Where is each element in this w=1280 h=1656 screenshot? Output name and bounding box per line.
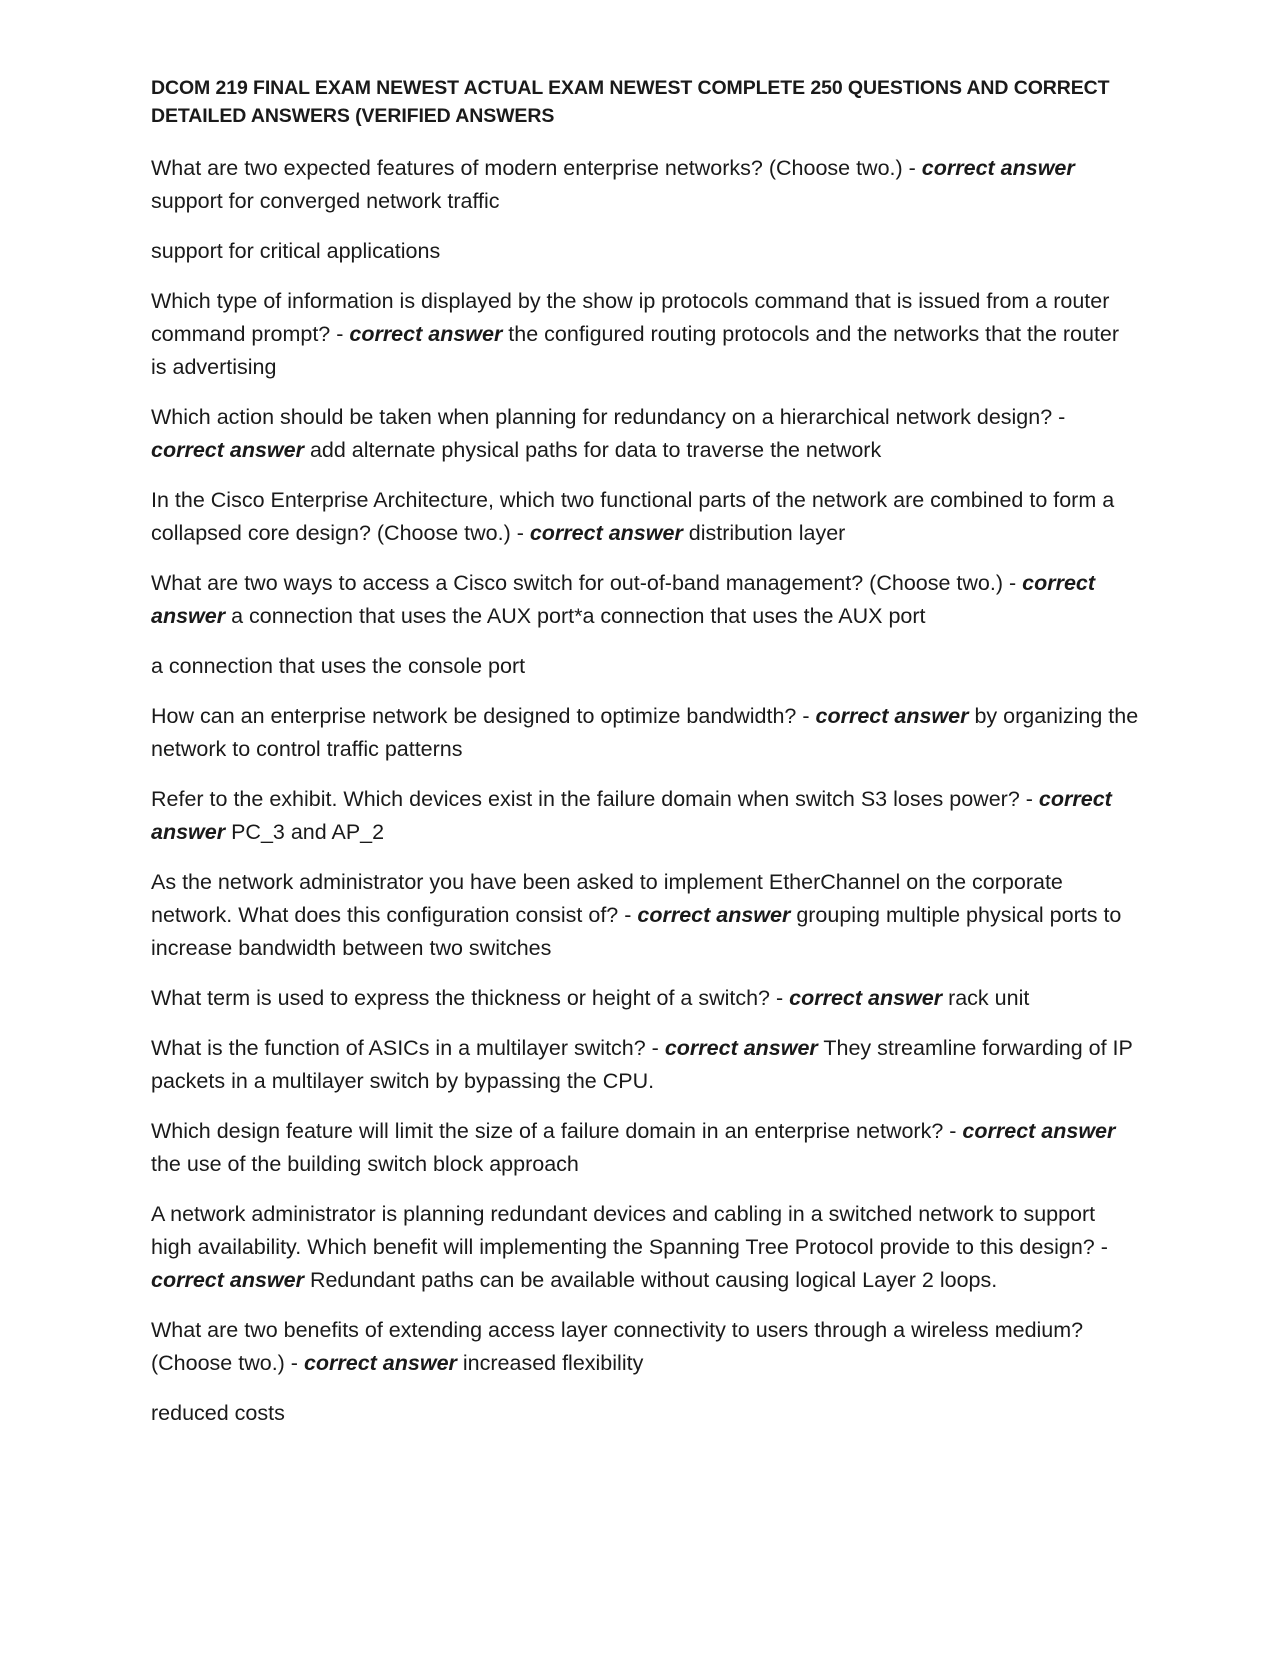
qa-item	[151, 700, 1140, 766]
answer-text: They streamline forwarding of IP packets in a multilayer switch by bypassing the CPU.	[151, 1036, 1133, 1093]
answer-text: rack unit	[942, 986, 1030, 1010]
qa-item	[151, 401, 1140, 467]
continuation-text: reduced costs	[151, 1401, 285, 1425]
answer-text: PC_3 and AP_2	[225, 820, 385, 844]
question-text: What is the function of ASICs in a multilayer switch? -	[151, 1036, 665, 1060]
qa-item	[151, 1198, 1140, 1297]
answer-text: support for converged network traffic	[151, 189, 500, 213]
correct-answer-label: correct answer	[151, 571, 1096, 628]
continuation-text: a connection that uses the console port	[151, 654, 526, 678]
qa-item	[151, 1314, 1140, 1380]
qa-item	[151, 1115, 1140, 1181]
question-text: What are two ways to access a Cisco switch for out-of-band management? (Choose two.) -	[151, 571, 1023, 595]
question-text: As the network administrator you have been asked to implement EtherChannel on the corporate network. What does this configuration consist of? -	[151, 870, 1063, 927]
answer-continuation	[151, 650, 1140, 683]
qa-item	[151, 866, 1140, 965]
question-text: Which design feature will limit the size of a failure domain in an enterprise network? -	[151, 1119, 963, 1143]
question-text: How can an enterprise network be designed to optimize bandwidth? -	[151, 704, 816, 728]
answer-text: grouping multiple physical ports to increase bandwidth between two switches	[151, 903, 1122, 960]
answer-continuation	[151, 235, 1140, 268]
continuation-text: support for critical applications	[151, 239, 441, 263]
answer-text: by organizing the network to control traffic patterns	[151, 704, 1139, 761]
question-text: What term is used to express the thickness or height of a switch? -	[151, 986, 790, 1010]
answer-continuation	[151, 1397, 1140, 1430]
correct-answer-label: correct answer	[151, 787, 1112, 844]
correct-answer-label: correct answer	[962, 1119, 1116, 1143]
correct-answer-label: correct answer	[529, 521, 683, 545]
question-text: What are two expected features of modern enterprise networks? (Choose two.) -	[151, 156, 922, 180]
qa-item	[151, 152, 1140, 218]
question-text: In the Cisco Enterprise Architecture, which two functional parts of the network are combined to form a collapsed core design? (Choose two.) -	[151, 488, 1115, 545]
correct-answer-label: correct answer	[151, 1268, 304, 1292]
qa-item	[151, 285, 1140, 384]
question-text: A network administrator is planning redundant devices and cabling in a switched network to support high availability. Which benefit will implementing the Spanning Tree Protocol provide to this design? -	[151, 1202, 1108, 1259]
qa-item	[151, 567, 1140, 633]
correct-answer-label: correct answer	[921, 156, 1075, 180]
correct-answer-label: correct answer	[349, 322, 503, 346]
correct-answer-label: correct answer	[637, 903, 791, 927]
qa-item	[151, 484, 1140, 550]
correct-answer-label: correct answer	[815, 704, 969, 728]
question-text: What are two benefits of extending access layer connectivity to users through a wireless medium? (Choose two.) -	[151, 1318, 1084, 1375]
qa-list	[151, 152, 1140, 1430]
question-text: Which action should be taken when planning for redundancy on a hierarchical network design? -	[151, 405, 1066, 429]
answer-text: distribution layer	[682, 521, 846, 545]
qa-item	[151, 1032, 1140, 1098]
answer-text: add alternate physical paths for data to traverse the network	[303, 438, 882, 462]
qa-item	[151, 982, 1140, 1015]
question-text: Which type of information is displayed by the show ip protocols command that is issued from a router command prompt? -	[151, 289, 1110, 346]
correct-answer-label: correct answer	[664, 1036, 818, 1060]
answer-text: the configured routing protocols and the networks that the router is advertising	[151, 322, 1120, 379]
correct-answer-label: correct answer	[789, 986, 943, 1010]
correct-answer-label: correct answer	[151, 438, 304, 462]
correct-answer-label: correct answer	[303, 1351, 457, 1375]
answer-text: the use of the building switch block approach	[151, 1152, 579, 1176]
answer-text: Redundant paths can be available without causing logical Layer 2 loops.	[303, 1268, 998, 1292]
document-title: DCOM 219 FINAL EXAM NEWEST ACTUAL EXAM NEWEST COMPLETE 250 QUESTIONS AND CORRECT DETAILED ANSWERS (VERIFIED ANSWERS	[151, 77, 1110, 127]
answer-text: a connection that uses the AUX port*a connection that uses the AUX port	[225, 604, 926, 628]
question-text: Refer to the exhibit. Which devices exist in the failure domain when switch S3 loses power? -	[151, 787, 1039, 811]
qa-item	[151, 783, 1140, 849]
answer-text: increased flexibility	[456, 1351, 644, 1375]
